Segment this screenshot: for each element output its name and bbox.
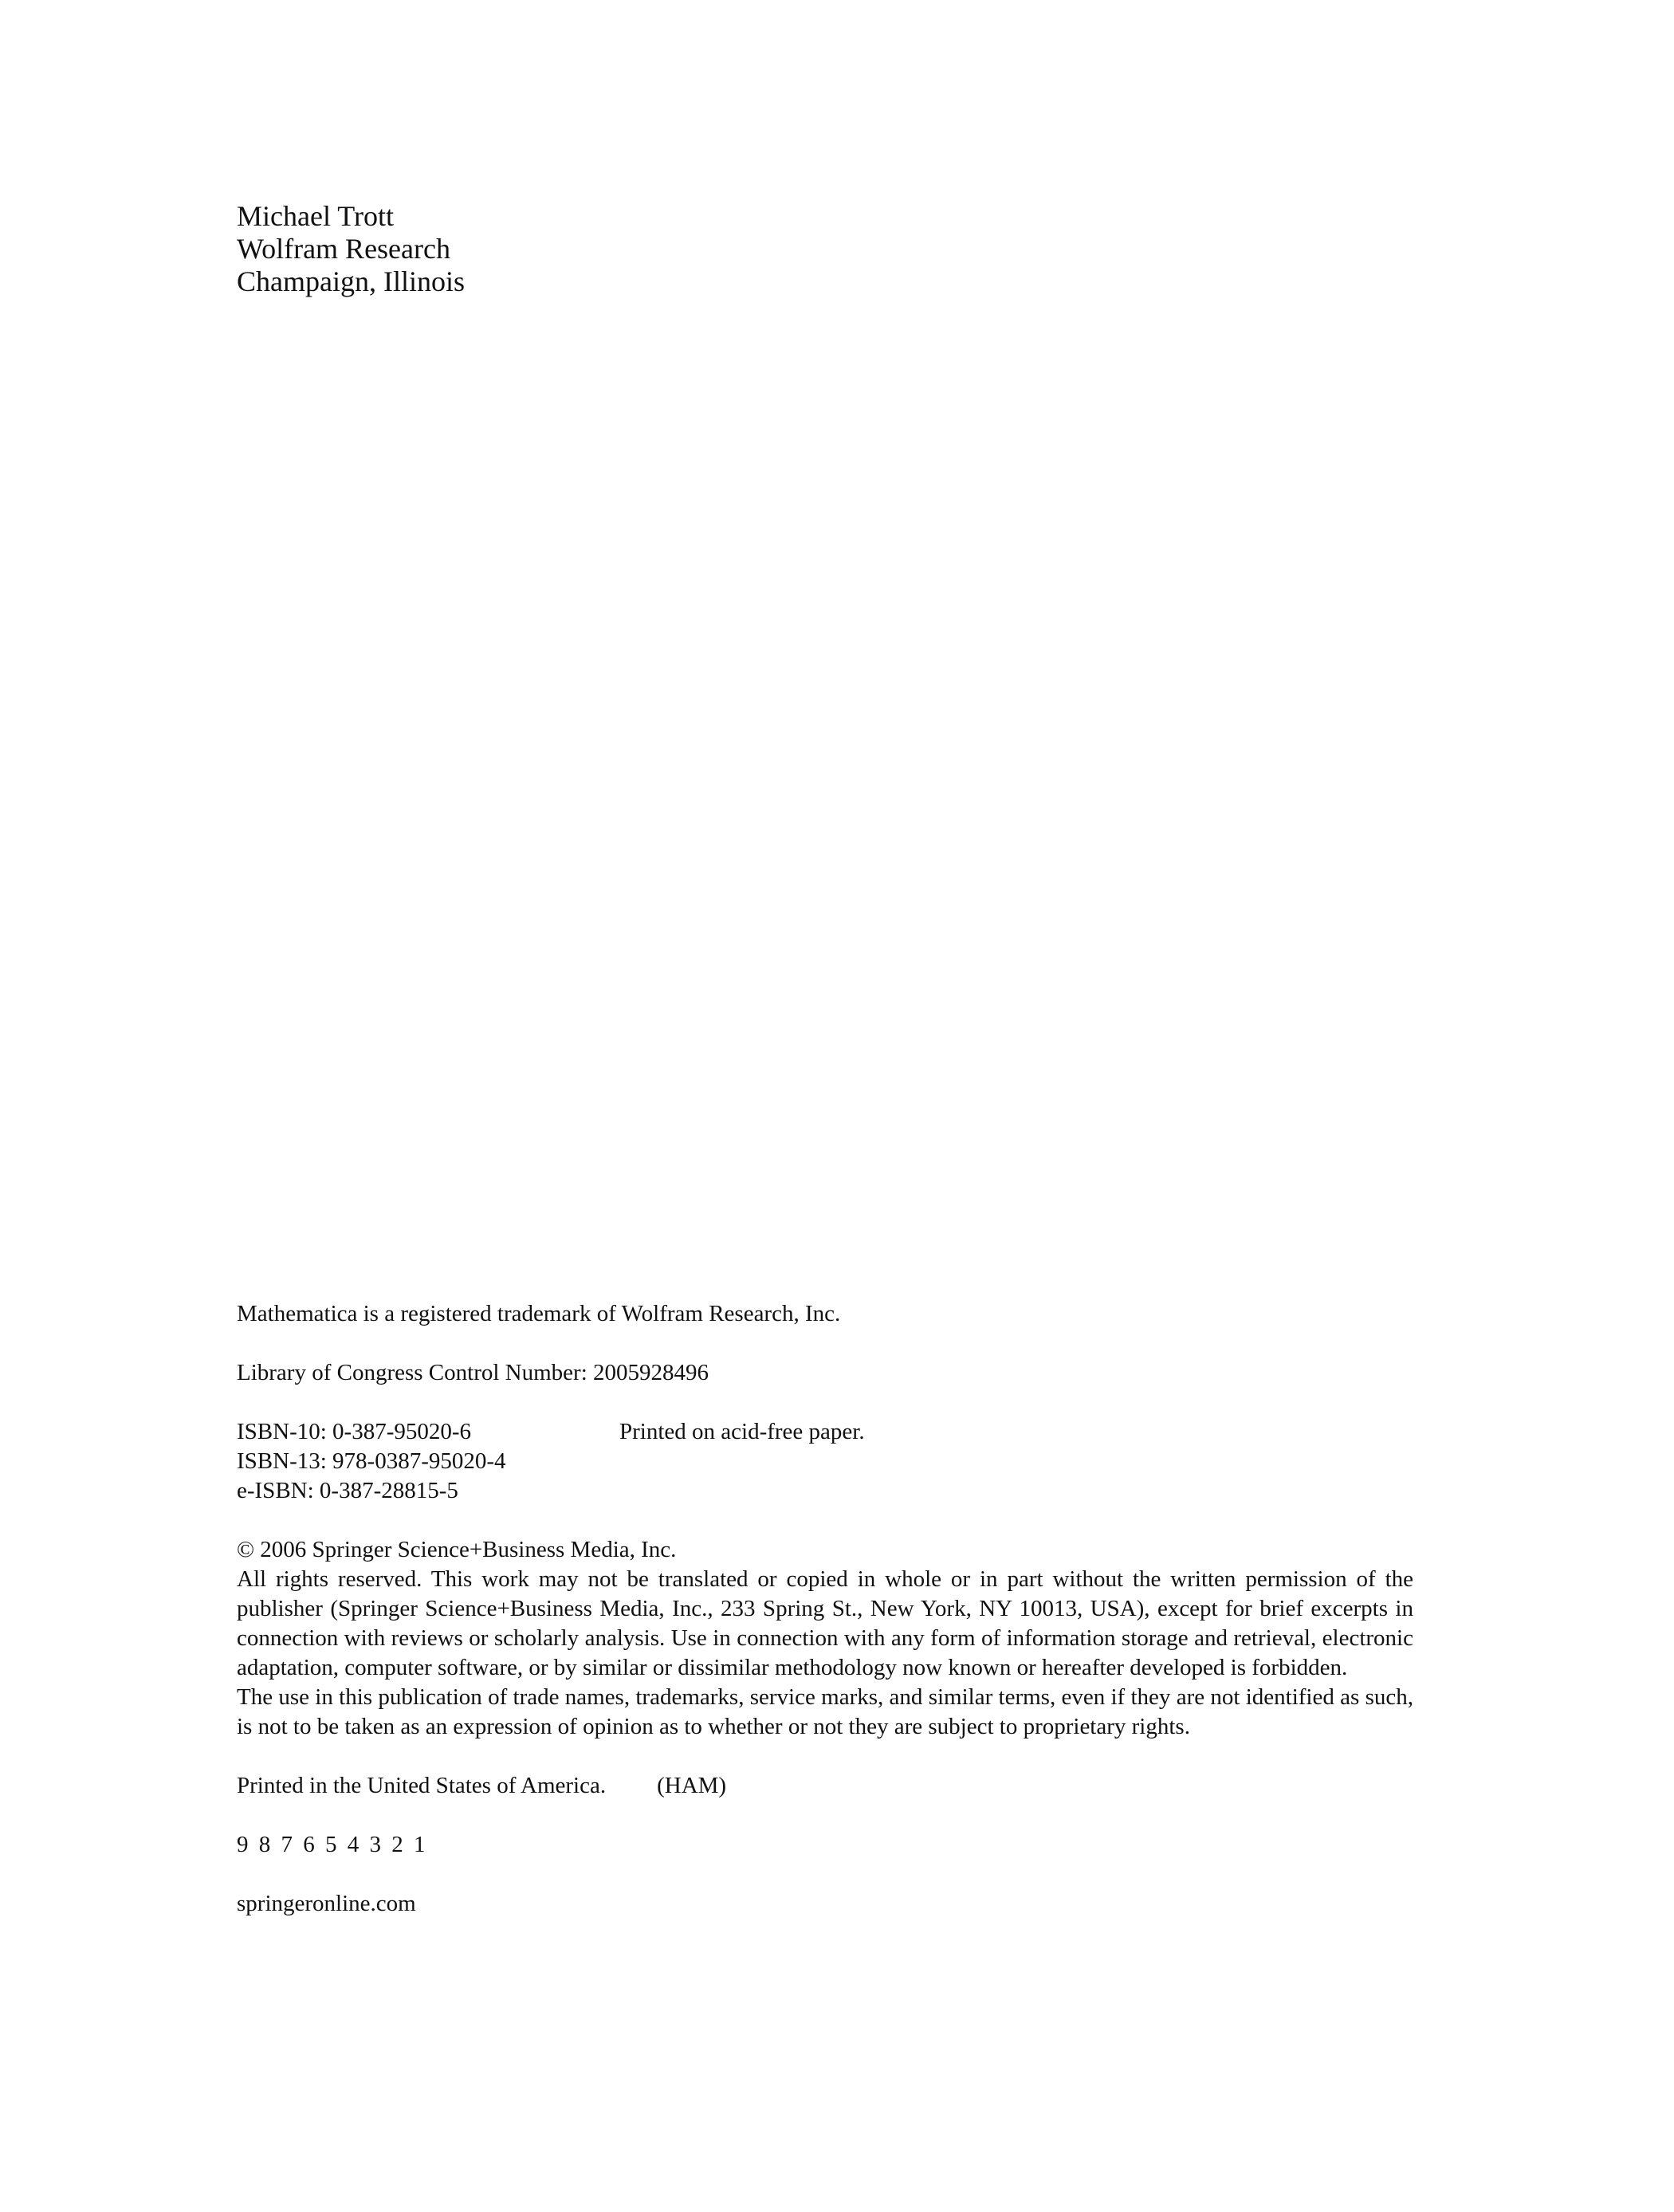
isbn-13: ISBN-13: 978-0387-95020-4 <box>237 1448 506 1474</box>
printed-in-row <box>237 1771 1413 1801</box>
isbn-list <box>237 1417 619 1506</box>
rights-paragraph: All rights reserved. This work may not be translated or copied in whole or in part without the written permission of the publisher (Springer Science+Business Media, Inc., 233 Spring St., New York, NY 10013, USA), except for brief excerpts in connection with reviews or scholarly analysis. Use in connection with any form of information storage and retrieval, electronic adaptation, computer software, or by similar or dissimilar methodology now known or hereafter developed is forbidden. <box>237 1566 1413 1680</box>
e-isbn: e-ISBN: 0-387-28815-5 <box>237 1478 458 1503</box>
trademark-notice: Mathematica is a registered trademark of Wolfram Research, Inc. <box>237 1301 841 1326</box>
website: springeronline.com <box>237 1891 416 1916</box>
print-line: 9 8 7 6 5 4 3 2 1 <box>237 1832 426 1857</box>
isbn-10: ISBN-10: 0-387-95020-6 <box>237 1419 472 1444</box>
author-location: Champaign, Illinois <box>237 265 465 297</box>
author-name: Michael Trott <box>237 200 395 232</box>
isbn-row <box>237 1417 1413 1506</box>
copyright-block <box>237 1299 1413 1919</box>
copyright-line: © 2006 Springer Science+Business Media, Inc. <box>237 1537 677 1562</box>
lccn-line: Library of Congress Control Number: 2005928496 <box>237 1360 709 1385</box>
author-affiliation: Wolfram Research <box>237 233 450 265</box>
author-block <box>237 200 465 298</box>
acid-free-paper-note: Printed on acid-free paper. <box>619 1419 865 1444</box>
trade-names-paragraph: The use in this publication of trade names, trademarks, service marks, and similar terms, even if they are not identified as such, is not to be taken as an expression of opinion as to whether or not they are subject to proprietary rights. <box>237 1684 1413 1739</box>
printed-in-country: Printed in the United States of America. <box>237 1773 607 1798</box>
printer-code: (HAM) <box>657 1773 727 1798</box>
